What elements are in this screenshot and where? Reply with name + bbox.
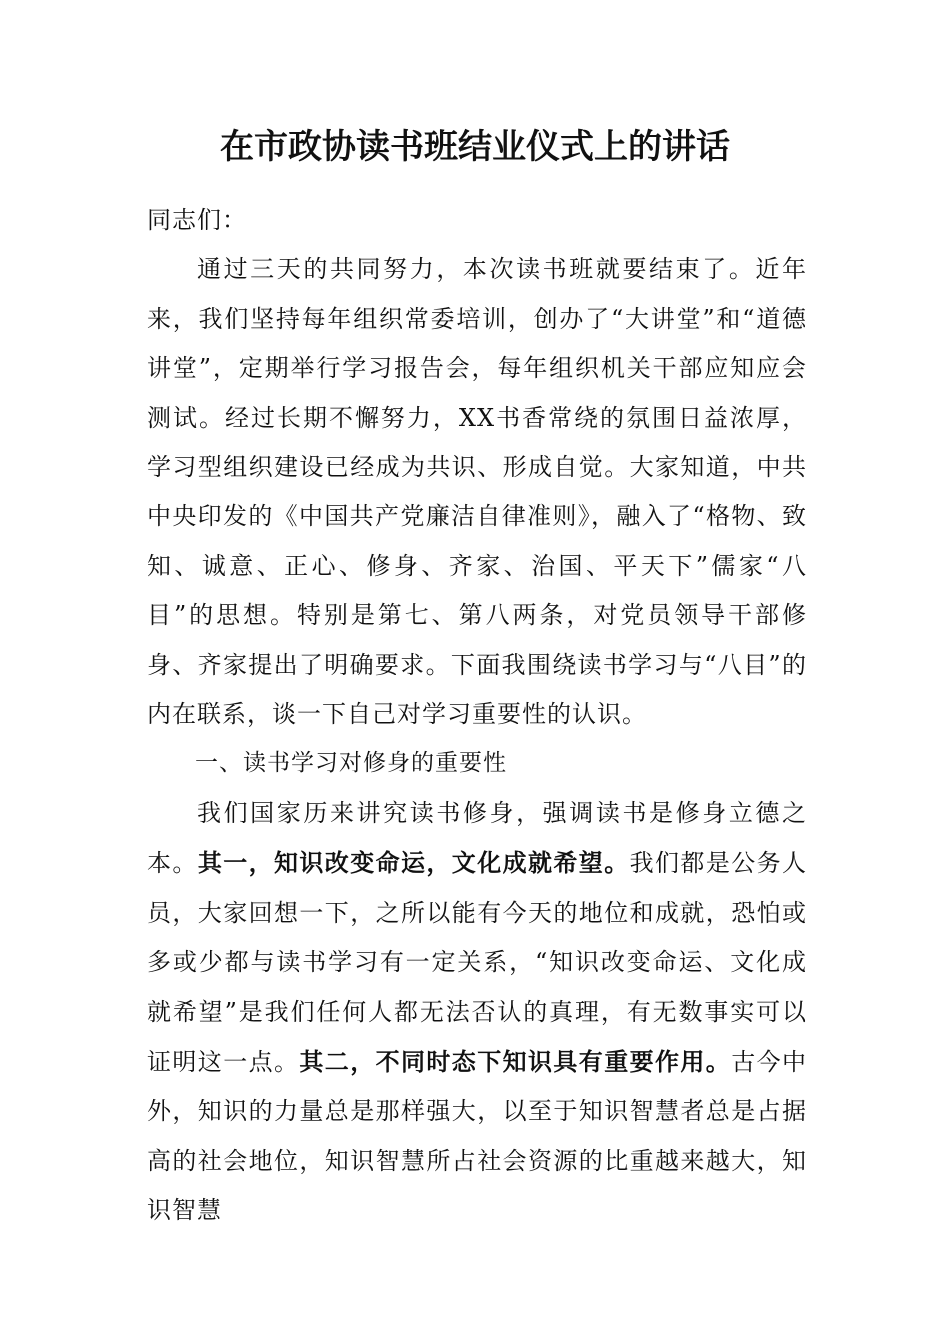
point-1-title: 其一，知识改变命运，文化成就希望。 [197,848,630,878]
point-2-title: 其二，不同时态下知识具有重要作用。 [299,1046,732,1076]
point-2-text: 古今中外，知识的力量总是那样强大，以至于知识智慧者总是占据高的社会地位，知识智慧所占社会资源的比重越来越大，知识智慧 [147,1047,808,1225]
point-1-text: 我们都是公务人员，大家回想一下，之所以能有今天的地位和成就，恐怕或多或少都与读书学习有一定关系，“知识改变命运、文化成就希望”是我们任何人都无法否认的真理，有无数事实可以证明这一点。 [147,849,808,1076]
paragraph-section-1 [147,789,807,1236]
paragraph-intro-text: 我们国家历来讲究读书修身，强调读书是修身立德之本。 [147,798,807,878]
paragraph-introduction: 通过三天的共同努力，本次读书班就要结束了。近年来，我们坚持每年组织常委培训，创办了“大讲堂”和“道德讲堂”，定期举行学习报告会，每年组织机关干部应知应会测试。经过长期不懈努力，XX书香常绕的氛围日益浓厚，学习型组织建设已经成为共识、形成自觉。大家知道，中共中央印发的《中国共产党廉洁自律准则》，融入了“格物、致知、诚意、正心、修身、齐家、治国、平天下”儒家“八目”的思想。特别是第七、第八两条，对党员领导干部修身、齐家提出了明确要求。下面我围绕读书学习与“八目”的内在联系，谈一下自己对学习重要性的认识。 [147,255,807,729]
salutation: 同志们： [147,206,247,234]
document-body [147,196,807,1236]
section-heading-1: 一、读书学习对修身的重要性 [195,750,507,777]
document-title: 在市政协读书班结业仪式上的讲话 [220,127,730,167]
